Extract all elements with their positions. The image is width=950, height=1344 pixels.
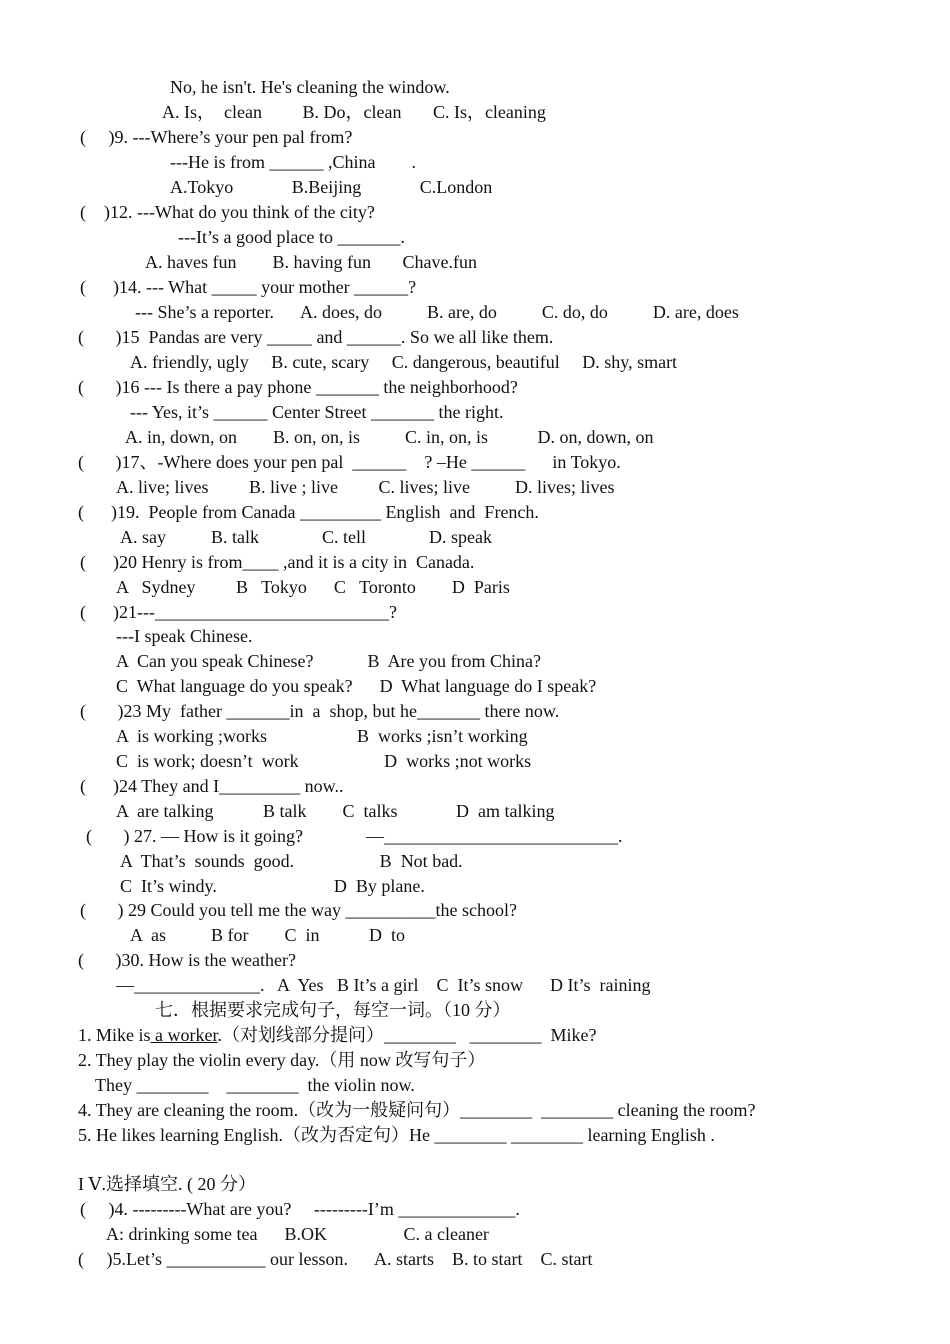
section-7-heading: 七．根据要求完成句子，每空一词。（10 分） [155, 1000, 511, 1020]
q8-options: A. Is， clean B. Do，clean C. Is，cleaning [162, 102, 546, 122]
q27-options-ab: A That’s sounds good. B Not bad. [120, 851, 463, 871]
q29-question: ( ) 29 Could you tell me the way __________the school? [80, 900, 517, 920]
section-4-heading: I Ⅴ.选择填空. ( 20 分） [78, 1174, 256, 1194]
q14-question: ( )14. --- What _____ your mother ______? [80, 277, 417, 297]
q12-answer-text: ---It’s a good place to _______. [178, 227, 405, 247]
q9-options: A.Tokyo B.Beijing C.London [170, 177, 493, 197]
q14-options: --- She’s a reporter. A. does, do B. are, do C. do, do D. are, does [135, 302, 739, 322]
q19-options: A. say B. talk C. tell D. speak [120, 527, 492, 547]
q12-options: A. haves fun B. having fun Chave.fun [145, 252, 477, 272]
q21-options-cd: C What language do you speak? D What language do I speak? [116, 676, 597, 696]
s7-item-1 [78, 1023, 596, 1048]
s7-item-1-underlined: a worker [150, 1025, 218, 1045]
s4-q4-question: ( )4. ---------What are you? ---------I’m _____________. [80, 1199, 520, 1219]
s4-q4-options: A: drinking some tea B.OK C. a cleaner [106, 1224, 489, 1244]
q19-question: ( )19. People from Canada _________ English and French. [78, 502, 539, 522]
q17-question: ( )17、-Where does your pen pal ______ ? –He ______ in Tokyo. [78, 452, 621, 472]
q24-question: ( )24 They and I_________ now.. [80, 776, 344, 796]
q20-options: A Sydney B Tokyo C Toronto D Paris [116, 577, 510, 597]
q15-question: ( )15 Pandas are very _____ and ______. So we all like them. [78, 327, 554, 347]
s4-q5-question: ( )5.Let’s ___________ our lesson. A. starts B. to start C. start [78, 1249, 593, 1269]
q16-answer-text: --- Yes, it’s ______ Center Street _______ the right. [130, 402, 504, 422]
q24-options: A are talking B talk C talks D am talking [116, 801, 555, 821]
q8-answer-text: No, he isn't. He's cleaning the window. [170, 77, 450, 97]
s7-item-5: 5. He likes learning English.（改为否定句）He ________ ________ learning English . [78, 1125, 715, 1145]
s7-item-4: 4. They are cleaning the room.（改为一般疑问句）________ ________ cleaning the room? [78, 1100, 756, 1120]
q23-question: ( )23 My father _______in a shop, but he_______ there now. [80, 701, 560, 721]
q21-options-ab: A Can you speak Chinese? B Are you from China? [116, 651, 541, 671]
q27-question: ( ) 27. — How is it going? —__________________________. [86, 826, 623, 846]
s7-item-2-answer: They ________ ________ the violin now. [95, 1075, 415, 1095]
s7-item-1-rest: .（对划线部分提问）________ ________ Mike? [217, 1025, 597, 1045]
q9-answer-text: ---He is from ______ ,China . [170, 152, 416, 172]
q12-question: ( )12. ---What do you think of the city? [80, 202, 375, 222]
q23-options-ab: A is working ;works B works ;isn’t working [116, 726, 528, 746]
q30-question: ( )30. How is the weather? [78, 950, 296, 970]
q21-question: ( )21---__________________________? [80, 602, 397, 622]
s7-item-1-start: 1. Mike is [78, 1025, 151, 1045]
q9-question: ( )9. ---Where’s your pen pal from? [80, 127, 353, 147]
q17-options: A. live; lives B. live ; live C. lives; live D. lives; lives [116, 477, 615, 497]
q20-question: ( )20 Henry is from____ ,and it is a city in Canada. [80, 552, 475, 572]
q29-options: A as B for C in D to [130, 925, 406, 945]
q27-options-cd: C It’s windy. D By plane. [120, 876, 425, 896]
q16-question: ( )16 --- Is there a pay phone _______ the neighborhood? [78, 377, 518, 397]
q30-options: —______________. A Yes B It’s a girl C It’s snow D It’s raining [116, 975, 651, 995]
s7-item-2: 2. They play the violin every day.（用 now 改写句子） [78, 1050, 486, 1070]
q21-answer-text: ---I speak Chinese. [116, 626, 253, 646]
q15-options: A. friendly, ugly B. cute, scary C. dangerous, beautiful D. shy, smart [130, 352, 678, 372]
q16-options: A. in, down, on B. on, on, is C. in, on, is D. on, down, on [125, 427, 654, 447]
q23-options-cd: C is work; doesn’t work D works ;not works [116, 751, 532, 771]
